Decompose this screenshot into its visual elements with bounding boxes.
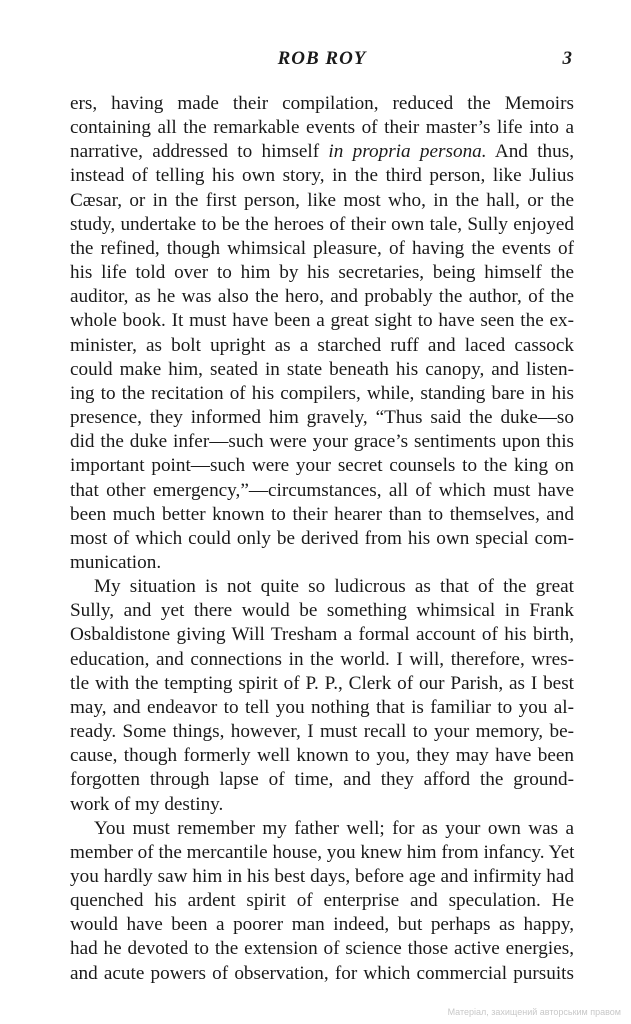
italic-phrase: in propria persona.	[328, 141, 487, 163]
text-line: and acute powers of observation, for which commercial pursuits	[70, 962, 574, 984]
running-head	[70, 48, 574, 78]
text-line: Osbaldistone giving Will Tresham a formal account of his birth,	[70, 624, 574, 646]
text-line: auditor, as he was also the hero, and probably the author, of the	[70, 286, 574, 308]
paragraph	[70, 817, 574, 986]
text-line: presence, they informed him gravely, “Thus said the duke—so	[70, 407, 574, 429]
text-line: ers, having made their compilation, reduced the Memoirs	[70, 93, 574, 114]
text-line: work of my destiny.	[70, 793, 224, 815]
text-line: may, and endeavor to tell you nothing that is familiar to you al-	[70, 696, 574, 718]
text-line: education, and connections in the world. I will, therefore, wres-	[70, 648, 574, 670]
running-title: ROB ROY	[277, 48, 367, 69]
text-line: whole book. It must have been a great sight to have seen the ex-	[70, 310, 574, 332]
text-line: My situation is not quite so ludicrous as that of the great	[94, 576, 574, 598]
text-segment: narrative, addressed to himself	[70, 141, 329, 163]
text-line: ready. Some things, however, I must recall to your memory, be-	[70, 721, 574, 743]
text-line: Sully, and yet there would be something whimsical in Frank	[70, 600, 574, 622]
text-line: You must remember my father well; for as your own was a	[94, 817, 574, 839]
text-line: had he devoted to the extension of science those active energies,	[70, 938, 574, 960]
paragraph	[70, 575, 574, 817]
text-line: would have been a poorer man indeed, but perhaps as happy,	[70, 914, 574, 936]
text-line: did the duke infer—such were your grace’s sentiments upon this	[70, 431, 574, 453]
text-line: containing all the remarkable events of their master’s life into a	[70, 117, 574, 139]
text-line: could make him, seated in state beneath his canopy, and listen-	[70, 358, 574, 380]
text-line: Cæsar, or in the first person, like most who, in the hall, or the	[70, 189, 574, 211]
text-line: the refined, though whimsical pleasure, of having the events of	[70, 237, 574, 259]
text-line: important point—such were your secret counsels to the king on	[70, 455, 574, 477]
copyright-watermark: Матеріал, захищений авторським правом	[447, 1007, 621, 1017]
page-number: 3	[562, 48, 572, 69]
paragraph	[70, 92, 574, 575]
text-line: you hardly saw him in his best days, before age and infirmity had	[70, 866, 574, 887]
text-line: that other emergency,”—circumstances, all of which must have	[70, 479, 574, 501]
text-line: munication.	[70, 551, 162, 573]
text-line: most of which could only be derived from his own special com-	[70, 527, 574, 549]
book-page	[70, 48, 574, 986]
body-text	[70, 92, 574, 986]
text-line: quenched his ardent spirit of enterprise and speculation. He	[70, 890, 574, 912]
text-line: his life told over to him by his secretaries, being himself the	[70, 262, 574, 284]
text-line: instead of telling his own story, in the third person, like Julius	[70, 165, 574, 187]
text-line: tle with the tempting spirit of P. P., Clerk of our Parish, as I best	[70, 672, 574, 694]
text-line: member of the mercantile house, you knew him from infancy. Yet	[70, 841, 575, 863]
text-line: study, undertake to be the heroes of their own tale, Sully enjoyed	[70, 213, 574, 235]
text-line	[70, 140, 574, 164]
text-line: cause, though formerly well known to you, they may have been	[70, 745, 574, 767]
text-line: ing to the recitation of his compilers, while, standing bare in his	[70, 382, 574, 404]
text-line: been much better known to their hearer than to themselves, and	[70, 503, 574, 525]
text-segment: And thus,	[486, 141, 574, 163]
text-line: minister, as bolt upright as a starched ruff and laced cassock	[70, 334, 574, 356]
text-line: forgotten through lapse of time, and they afford the ground-	[70, 769, 574, 791]
